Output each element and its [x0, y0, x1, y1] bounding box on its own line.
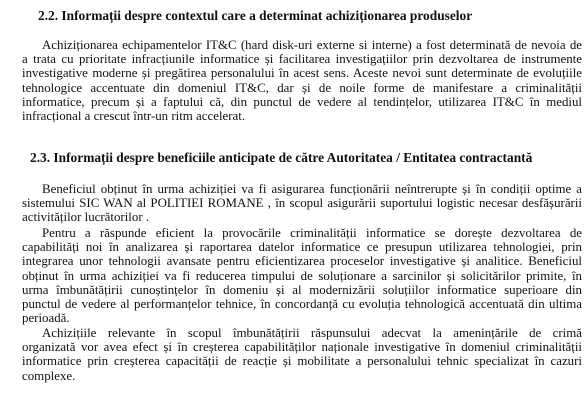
section-2-2-heading: 2.2. Informații despre contextul care a determinat achiziționarea produselor	[38, 8, 473, 23]
paragraph-line: punctul de vedere al performanțelor tehnice, în concordanță cu evoluția tehnologică accentuată din ultima	[22, 297, 582, 312]
paragraph-line: perioadă.	[22, 311, 70, 326]
paragraph-line: a trata cu prioritate infracțiunile informatice și facilitarea investigațiilor prin dezvoltarea de instrumente	[22, 52, 582, 67]
paragraph-line: sistemului SIC WAN al POLITIEI ROMANE , în scopul asigurării suportului logistic necesar desfășurării	[22, 196, 582, 211]
paragraph-line: organizată vor avea efect și în creșterea capabilităților naționale investigative în domeniul criminalității	[22, 340, 582, 355]
paragraph-line: Achiziționarea echipamentelor IT&C (hard disk-uri externe si interne) a fost determinată de nevoia de	[42, 38, 582, 52]
section-2-2-paragraph	[22, 38, 582, 123]
paragraph-line: integrarea unor tehnologii avansate pentru eficientizarea proceselor investigative și analitice. Beneficiul	[22, 254, 582, 269]
paragraph-line: infracțional a crescut într-un ritm accelerat.	[22, 109, 246, 124]
paragraph-line: complexe.	[22, 368, 76, 383]
paragraph-line: capabilități noi în analizarea și raportarea datelor informatice ce presupun utilizarea tehnologiei, prin	[22, 240, 582, 255]
paragraph-line: obținut în urma achiziției va fi reducerea timpului de soluționare a sarcinilor și solicitărilor primite, în	[22, 268, 582, 283]
paragraph-line: Achizițiile relevante în scopul îmbunătățirii răspunsului adecvat la amenințările de crimă	[42, 326, 582, 340]
paragraph-line: investigative moderne și pregătirea personalului în acest sens. Aceste nevoi sunt determinate de evoluțiile	[22, 66, 582, 81]
section-2-3-paragraph-1	[22, 182, 582, 225]
section-2-3-paragraph-3	[22, 326, 582, 383]
section-2-3-heading: 2.3. Informații despre beneficiile anticipate de către Autoritatea / Entitatea contractantă	[30, 150, 533, 165]
paragraph-line: activităților lucrătorilor .	[22, 210, 150, 225]
paragraph-line: Pentru a răspunde eficient la provocările criminalității informatice se dorește dezvoltarea de	[42, 226, 582, 240]
section-2-3-paragraph-2	[22, 226, 582, 325]
paragraph-line: urma îmbunătățirii cunoștințelor în domeniu și al modernizării soluțiilor informatice superioare din	[22, 282, 582, 297]
paragraph-line: informatice, precum și a faptului că, din punctul de vedere al tendințelor, utilizarea IT&C în mediul	[22, 94, 582, 109]
paragraph-line: tehnologice accentuate din domeniul IT&C, dar și de noile forme de manifestare a criminalității	[22, 80, 582, 95]
paragraph-line: Beneficiul obținut în urma achiziției va fi asigurarea funcționării neîntrerupte și în condiții optime a	[42, 182, 582, 196]
paragraph-line: informatice prin creșterea capacității de reacție și mobilitate a personalului tehnic specializat în cazuri	[22, 354, 582, 369]
